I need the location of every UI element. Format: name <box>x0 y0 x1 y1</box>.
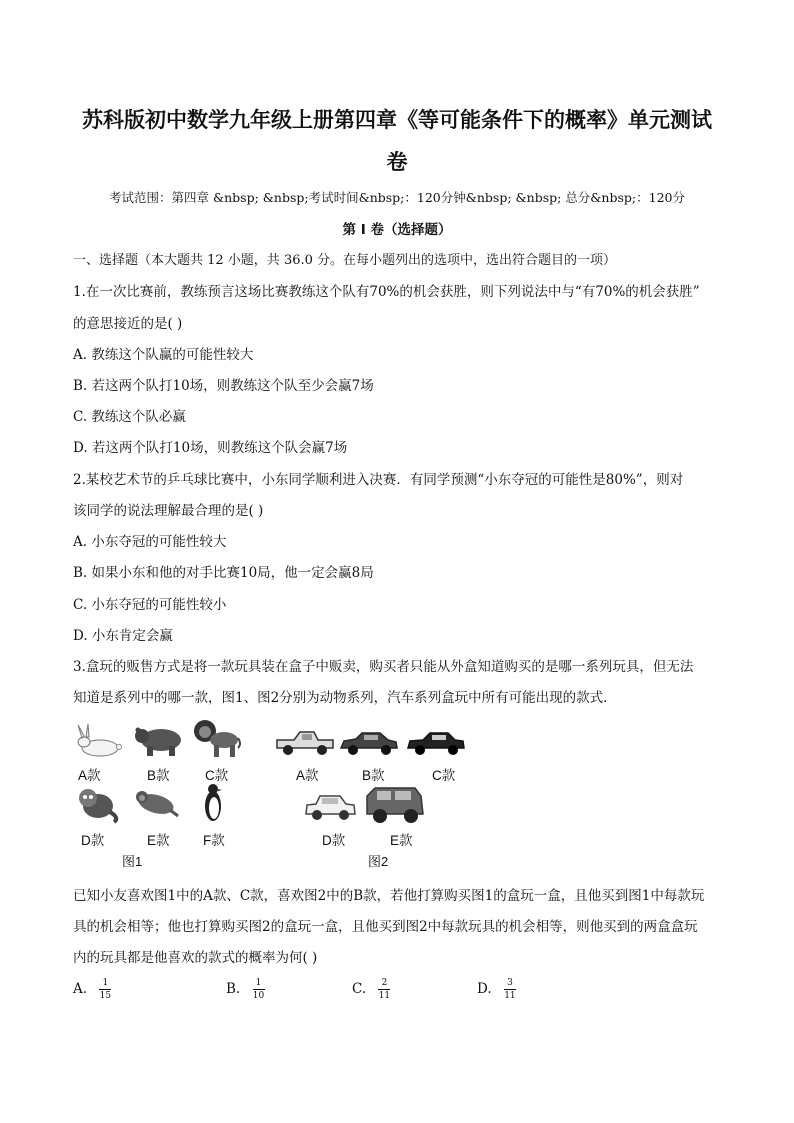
q3-option-d-numerator: 3 <box>507 978 513 988</box>
q1-option-d: D. 若这两个队打10场，则教练这个队会赢7场 <box>73 440 348 456</box>
q1-option-b: B. 若这两个队打10场，则教练这个队至少会赢7场 <box>73 378 374 394</box>
q3-option-b-denominator: 10 <box>252 991 265 1001</box>
fraction-bar <box>99 989 111 990</box>
fraction-bar <box>253 989 265 990</box>
q3-stem-line2: 知道是系列中的哪一款，图1、图2分别为动物系列，汽车系列盒玩中所有可能出现的款式． <box>73 690 617 706</box>
q3-option-a-letter: A. <box>73 981 88 997</box>
q1-option-a: A. 教练这个队赢的可能性较大 <box>73 347 254 363</box>
q3-body-line3: 内的玩具都是他喜欢的款式的概率为何( ) <box>73 950 318 966</box>
volume-heading: 第 I 卷（选择题） <box>342 222 452 238</box>
penguin-toy-image <box>201 782 225 824</box>
q3-option-d-letter: D. <box>477 981 492 997</box>
fig2-label-d: D款 <box>322 833 346 848</box>
black-sedan-image <box>405 728 467 760</box>
q3-option-a <box>73 978 111 1001</box>
fraction-bar <box>504 989 516 990</box>
fig1-label-a: A款 <box>78 768 101 783</box>
fig1-label-c: C款 <box>205 768 229 783</box>
q3-option-c-letter: C. <box>352 981 367 997</box>
q3-option-d-denominator: 11 <box>504 991 516 1001</box>
fig1-label-b: B款 <box>147 768 170 783</box>
bear-toy-image <box>133 722 185 760</box>
fraction-bar <box>378 989 390 990</box>
exam-meta: 考试范围：第四章 &nbsp; &nbsp;考试时间&nbsp;：120分钟&nbsp; &nbsp; 总分&nbsp;：120分 <box>109 190 685 205</box>
dark-sedan-image <box>338 728 400 760</box>
q3-option-a-denominator: 15 <box>99 991 112 1001</box>
exam-title-line2: 卷 <box>386 150 408 174</box>
fig2-label-e: E款 <box>390 833 413 848</box>
fig1-label-e: E款 <box>147 833 170 848</box>
q1-option-c: C. 教练这个队必赢 <box>73 409 186 425</box>
fig2-caption: 图2 <box>368 854 389 869</box>
q3-option-c <box>352 978 390 1001</box>
q2-option-a: A. 小东夺冠的可能性较大 <box>73 534 227 550</box>
fig2-label-c: C款 <box>432 768 456 783</box>
q3-option-b <box>226 978 265 1001</box>
q1-stem-line2: 的意思接近的是( ) <box>73 316 183 332</box>
suv-car-image <box>363 782 427 826</box>
q3-body-line2: 具的机会相等；他也打算购买图2的盒玩一盒，且他买到图2中每款玩具的机会相等，则他买到的两盒盒玩 <box>73 919 698 935</box>
q3-option-c-denominator: 11 <box>378 991 391 1001</box>
q3-option-a-fraction <box>99 978 111 1001</box>
q2-stem-line1: 2.某校艺术节的乒乓球比赛中，小东同学顺利进入决赛．有同学预测“小东夺冠的可能性是80%”，则对 <box>73 472 684 488</box>
q3-stem-line1: 3.盒玩的贩售方式是将一款玩具装在盒子中贩卖，购买者只能从外盒知道购买的是哪一系列玩具，但无法 <box>73 659 694 675</box>
fig1-caption: 图1 <box>122 854 143 869</box>
red-panda-toy-image <box>74 784 120 824</box>
fig1-label-d: D款 <box>81 833 105 848</box>
q3-option-c-numerator: 2 <box>381 978 388 988</box>
q3-option-a-numerator: 1 <box>102 978 109 988</box>
q1-stem-line1: 1.在一次比赛前，教练预言这场比赛教练这个队有70%的机会获胜，则下列说法中与“有70%的机会获胜” <box>73 284 700 300</box>
q3-option-d-fraction <box>504 978 516 1001</box>
exam-title-line1: 苏科版初中数学九年级上册第四章《等可能条件下的概率》单元测试 <box>82 108 712 132</box>
q3-option-b-letter: B. <box>226 981 241 997</box>
q3-body-line1: 已知小友喜欢图1中的A款、C款，喜欢图2中的B款，若他打算购买图1的盒玩一盒，且他买到图1中每款玩 <box>73 888 705 904</box>
fig1-label-f: F款 <box>203 833 225 848</box>
section-heading: 一、选择题（本大题共 12 小题，共 36.0 分。在每小题列出的选项中，选出符合题目的一项） <box>73 253 617 268</box>
otter-toy-image <box>132 786 180 822</box>
fig2-label-b: B款 <box>362 768 385 783</box>
q3-option-b-numerator: 1 <box>255 978 262 988</box>
lion-toy-image <box>192 718 242 760</box>
q3-option-d <box>477 978 516 1001</box>
q3-option-b-fraction <box>253 978 265 1001</box>
q2-option-b: B. 如果小东和他的对手比赛10局，他一定会赢8局 <box>73 565 374 581</box>
q2-option-c: C. 小东夺冠的可能性较小 <box>73 597 227 613</box>
pickup-car-image <box>274 726 336 760</box>
small-car-image <box>302 790 358 824</box>
q3-option-c-fraction <box>378 978 390 1001</box>
rabbit-toy-image <box>74 722 124 760</box>
q2-option-d: D. 小东肯定会赢 <box>73 628 173 644</box>
fig2-label-a: A款 <box>296 768 319 783</box>
q2-stem-line2: 该同学的说法理解最合理的是( ) <box>73 503 264 519</box>
